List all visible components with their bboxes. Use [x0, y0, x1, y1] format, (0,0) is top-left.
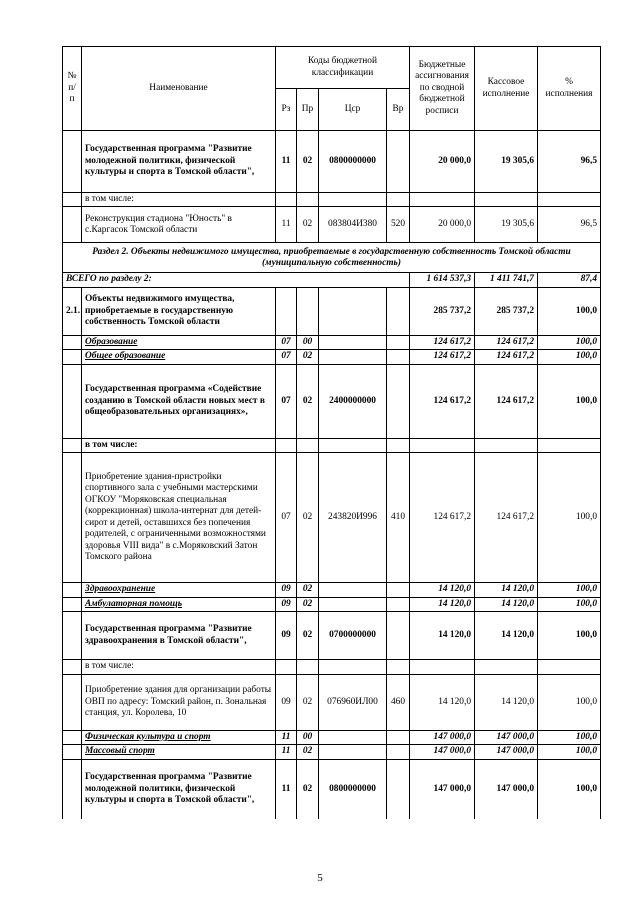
row-pr: 02 — [297, 364, 319, 438]
header-cash: Кассовое исполнение — [475, 47, 538, 131]
row-name: Реконструкция стадиона "Юность" в с.Каргасок Томской области — [82, 207, 276, 243]
row-name: Государственная программа "Развитие молодежной политики, физической культуры и спорта в Томской области", — [82, 759, 276, 819]
total-label: ВСЕГО по разделу 2: — [63, 273, 410, 287]
row-vr — [387, 364, 410, 438]
row-pct: 100,0 — [538, 730, 601, 744]
row-rz: 09 — [276, 597, 297, 611]
row-vr — [387, 583, 410, 597]
row-pr: 02 — [297, 745, 319, 759]
row-assign: 147 000,0 — [410, 730, 475, 744]
row-cash: 14 120,0 — [475, 583, 538, 597]
row-rz: 11 — [276, 131, 297, 193]
row-assign: 14 120,0 — [410, 583, 475, 597]
row-name: Государственная программа «Содействие созданию в Томской области новых мест в общеобразовательных организациях», — [82, 364, 276, 438]
row-rz — [276, 660, 297, 674]
row-num — [63, 745, 82, 759]
row-csr — [319, 193, 387, 207]
section-title: Раздел 2. Объекты недвижимого имущества, приобретаемые в государственную собственность Томской области (муниципальную собственность) — [63, 243, 601, 273]
table-row — [63, 207, 601, 243]
row-pct — [538, 193, 601, 207]
row-pr: 00 — [297, 730, 319, 744]
row-csr — [319, 660, 387, 674]
table-row — [63, 674, 601, 730]
row-cash: 19 305,6 — [475, 207, 538, 243]
table-row — [63, 438, 601, 452]
row-name: Приобретение здания-пристройки спортивного зала с учебными мастерскими ОГКОУ "Моряковская специальная (коррекционная) школа-интернат для детей-сирот и детей, оставшихся без попечения родителей, с ограниченными возможностями здоровья VIII вида" в с.Моряковский Затон Томского района — [82, 453, 276, 583]
row-name: Амбулаторная помощь — [82, 597, 276, 611]
row-pr — [297, 660, 319, 674]
row-assign: 14 120,0 — [410, 674, 475, 730]
row-rz: 11 — [276, 745, 297, 759]
row-cash: 124 617,2 — [475, 335, 538, 349]
table-row — [63, 364, 601, 438]
row-pr: 02 — [297, 583, 319, 597]
total-row — [63, 273, 601, 287]
row-vr: 520 — [387, 207, 410, 243]
row-cash: 147 000,0 — [475, 759, 538, 819]
row-pr: 00 — [297, 335, 319, 349]
row-vr — [387, 597, 410, 611]
row-cash — [475, 193, 538, 207]
row-num — [63, 193, 82, 207]
row-cash: 19 305,6 — [475, 131, 538, 193]
row-assign: 14 120,0 — [410, 612, 475, 660]
row-rz: 09 — [276, 583, 297, 597]
row-vr — [387, 612, 410, 660]
row-assign: 147 000,0 — [410, 759, 475, 819]
row-assign: 124 617,2 — [410, 364, 475, 438]
row-cash: 14 120,0 — [475, 597, 538, 611]
table-row — [63, 730, 601, 744]
row-pr: 02 — [297, 597, 319, 611]
row-pct: 96,5 — [538, 207, 601, 243]
row-rz: 11 — [276, 759, 297, 819]
row-vr — [387, 350, 410, 364]
row-pct: 100,0 — [538, 759, 601, 819]
header-pct: % исполнения — [538, 47, 601, 131]
row-pct: 100,0 — [538, 364, 601, 438]
row-num — [63, 612, 82, 660]
row-cash: 124 617,2 — [475, 350, 538, 364]
row-num — [63, 335, 82, 349]
row-name: в том числе: — [82, 438, 276, 452]
row-num — [63, 583, 82, 597]
row-name: Общее образование — [82, 350, 276, 364]
row-num — [63, 438, 82, 452]
row-cash: 147 000,0 — [475, 730, 538, 744]
header-codes: Коды бюджетной классификации — [276, 47, 410, 89]
row-csr — [319, 350, 387, 364]
row-csr: 0700000000 — [319, 612, 387, 660]
row-num — [63, 730, 82, 744]
table-row — [63, 612, 601, 660]
row-cash: 285 737,2 — [475, 287, 538, 335]
row-pr: 02 — [297, 350, 319, 364]
row-csr: 0800000000 — [319, 759, 387, 819]
row-rz — [276, 438, 297, 452]
row-vr — [387, 131, 410, 193]
table-row — [63, 597, 601, 611]
header-pr: Пр — [297, 89, 319, 131]
total-cash: 1 411 741,7 — [475, 273, 538, 287]
row-csr: 2400000000 — [319, 364, 387, 438]
row-num — [63, 759, 82, 819]
table-row — [63, 453, 601, 583]
row-vr — [387, 759, 410, 819]
row-vr: 410 — [387, 453, 410, 583]
row-name: Здравоохранение — [82, 583, 276, 597]
row-pr: 02 — [297, 674, 319, 730]
row-pct: 100,0 — [538, 335, 601, 349]
row-num — [63, 674, 82, 730]
table-row — [63, 335, 601, 349]
row-rz: 07 — [276, 350, 297, 364]
row-assign — [410, 660, 475, 674]
row-num: 2.1. — [63, 287, 82, 335]
row-rz — [276, 193, 297, 207]
row-rz: 11 — [276, 207, 297, 243]
row-num — [63, 660, 82, 674]
row-vr — [387, 193, 410, 207]
row-csr — [319, 438, 387, 452]
row-rz: 07 — [276, 335, 297, 349]
table-row — [63, 583, 601, 597]
row-pr: 02 — [297, 131, 319, 193]
table-row — [63, 193, 601, 207]
row-pr: 02 — [297, 612, 319, 660]
row-pct: 100,0 — [538, 583, 601, 597]
row-csr — [319, 583, 387, 597]
row-assign: 285 737,2 — [410, 287, 475, 335]
table-row — [63, 350, 601, 364]
row-rz — [276, 287, 297, 335]
row-csr: 0800000000 — [319, 131, 387, 193]
row-pr: 02 — [297, 759, 319, 819]
row-assign: 14 120,0 — [410, 597, 475, 611]
row-num — [63, 131, 82, 193]
row-name: Приобретение здания для организации работы ОВП по адресу: Томский район, п. Зональная станция, ул. Королева, 10 — [82, 674, 276, 730]
row-cash — [475, 660, 538, 674]
row-rz: 11 — [276, 730, 297, 744]
row-csr — [319, 597, 387, 611]
row-csr — [319, 335, 387, 349]
row-csr: 083804И380 — [319, 207, 387, 243]
row-pr: 02 — [297, 207, 319, 243]
row-csr — [319, 287, 387, 335]
header-assign: Бюджетные ассигнования по сводной бюджетной росписи — [410, 47, 475, 131]
budget-table — [62, 46, 601, 819]
row-assign: 124 617,2 — [410, 350, 475, 364]
row-assign — [410, 193, 475, 207]
row-assign: 147 000,0 — [410, 745, 475, 759]
row-name: Объекты недвижимого имущества, приобретаемые в государственную собственность Томской области — [82, 287, 276, 335]
table-row — [63, 287, 601, 335]
row-vr — [387, 438, 410, 452]
row-cash — [475, 438, 538, 452]
row-assign: 20 000,0 — [410, 207, 475, 243]
row-vr — [387, 287, 410, 335]
row-cash: 14 120,0 — [475, 674, 538, 730]
row-vr — [387, 745, 410, 759]
row-vr — [387, 730, 410, 744]
row-pct: 100,0 — [538, 453, 601, 583]
row-cash: 14 120,0 — [475, 612, 538, 660]
row-name: Массовый спорт — [82, 745, 276, 759]
row-pct: 100,0 — [538, 350, 601, 364]
total-assign: 1 614 537,3 — [410, 273, 475, 287]
row-pct: 100,0 — [538, 287, 601, 335]
row-rz: 07 — [276, 453, 297, 583]
row-name: Государственная программа "Развитие молодежной политики, физической культуры и спорта в Томской области", — [82, 131, 276, 193]
table-row — [63, 745, 601, 759]
header-csr: Цср — [319, 89, 387, 131]
table-row — [63, 759, 601, 819]
row-csr — [319, 745, 387, 759]
row-rz: 07 — [276, 364, 297, 438]
row-assign: 20 000,0 — [410, 131, 475, 193]
row-pr: 02 — [297, 453, 319, 583]
header-rz: Рз — [276, 89, 297, 131]
table-row — [63, 660, 601, 674]
row-name: Образование — [82, 335, 276, 349]
row-pct: 100,0 — [538, 612, 601, 660]
row-rz: 09 — [276, 674, 297, 730]
row-cash: 147 000,0 — [475, 745, 538, 759]
row-name: в том числе: — [82, 660, 276, 674]
header-name: Наименование — [82, 47, 276, 131]
row-pct: 100,0 — [538, 597, 601, 611]
row-pr — [297, 193, 319, 207]
row-num — [63, 453, 82, 583]
row-num — [63, 364, 82, 438]
row-vr — [387, 335, 410, 349]
header-vr: Вр — [387, 89, 410, 131]
row-csr — [319, 730, 387, 744]
row-name: в том числе: — [82, 193, 276, 207]
row-vr: 460 — [387, 674, 410, 730]
row-csr: 243820И996 — [319, 453, 387, 583]
table-row — [63, 131, 601, 193]
page-number: 5 — [317, 872, 323, 884]
row-vr — [387, 660, 410, 674]
row-pct: 100,0 — [538, 745, 601, 759]
total-pct: 87,4 — [538, 273, 601, 287]
row-name: Физическая культура и спорт — [82, 730, 276, 744]
section-row — [63, 243, 601, 273]
row-num — [63, 350, 82, 364]
row-pct — [538, 660, 601, 674]
row-assign — [410, 438, 475, 452]
row-cash: 124 617,2 — [475, 364, 538, 438]
row-pct: 96,5 — [538, 131, 601, 193]
row-pr — [297, 287, 319, 335]
row-pr — [297, 438, 319, 452]
row-cash: 124 617,2 — [475, 453, 538, 583]
row-assign: 124 617,2 — [410, 335, 475, 349]
row-pct — [538, 438, 601, 452]
row-rz: 09 — [276, 612, 297, 660]
row-pct: 100,0 — [538, 674, 601, 730]
header-num: № п/п — [63, 47, 82, 131]
row-name: Государственная программа "Развитие здравоохранения в Томской области", — [82, 612, 276, 660]
row-num — [63, 207, 82, 243]
row-assign: 124 617,2 — [410, 453, 475, 583]
row-num — [63, 597, 82, 611]
row-csr: 076960ИЛ00 — [319, 674, 387, 730]
